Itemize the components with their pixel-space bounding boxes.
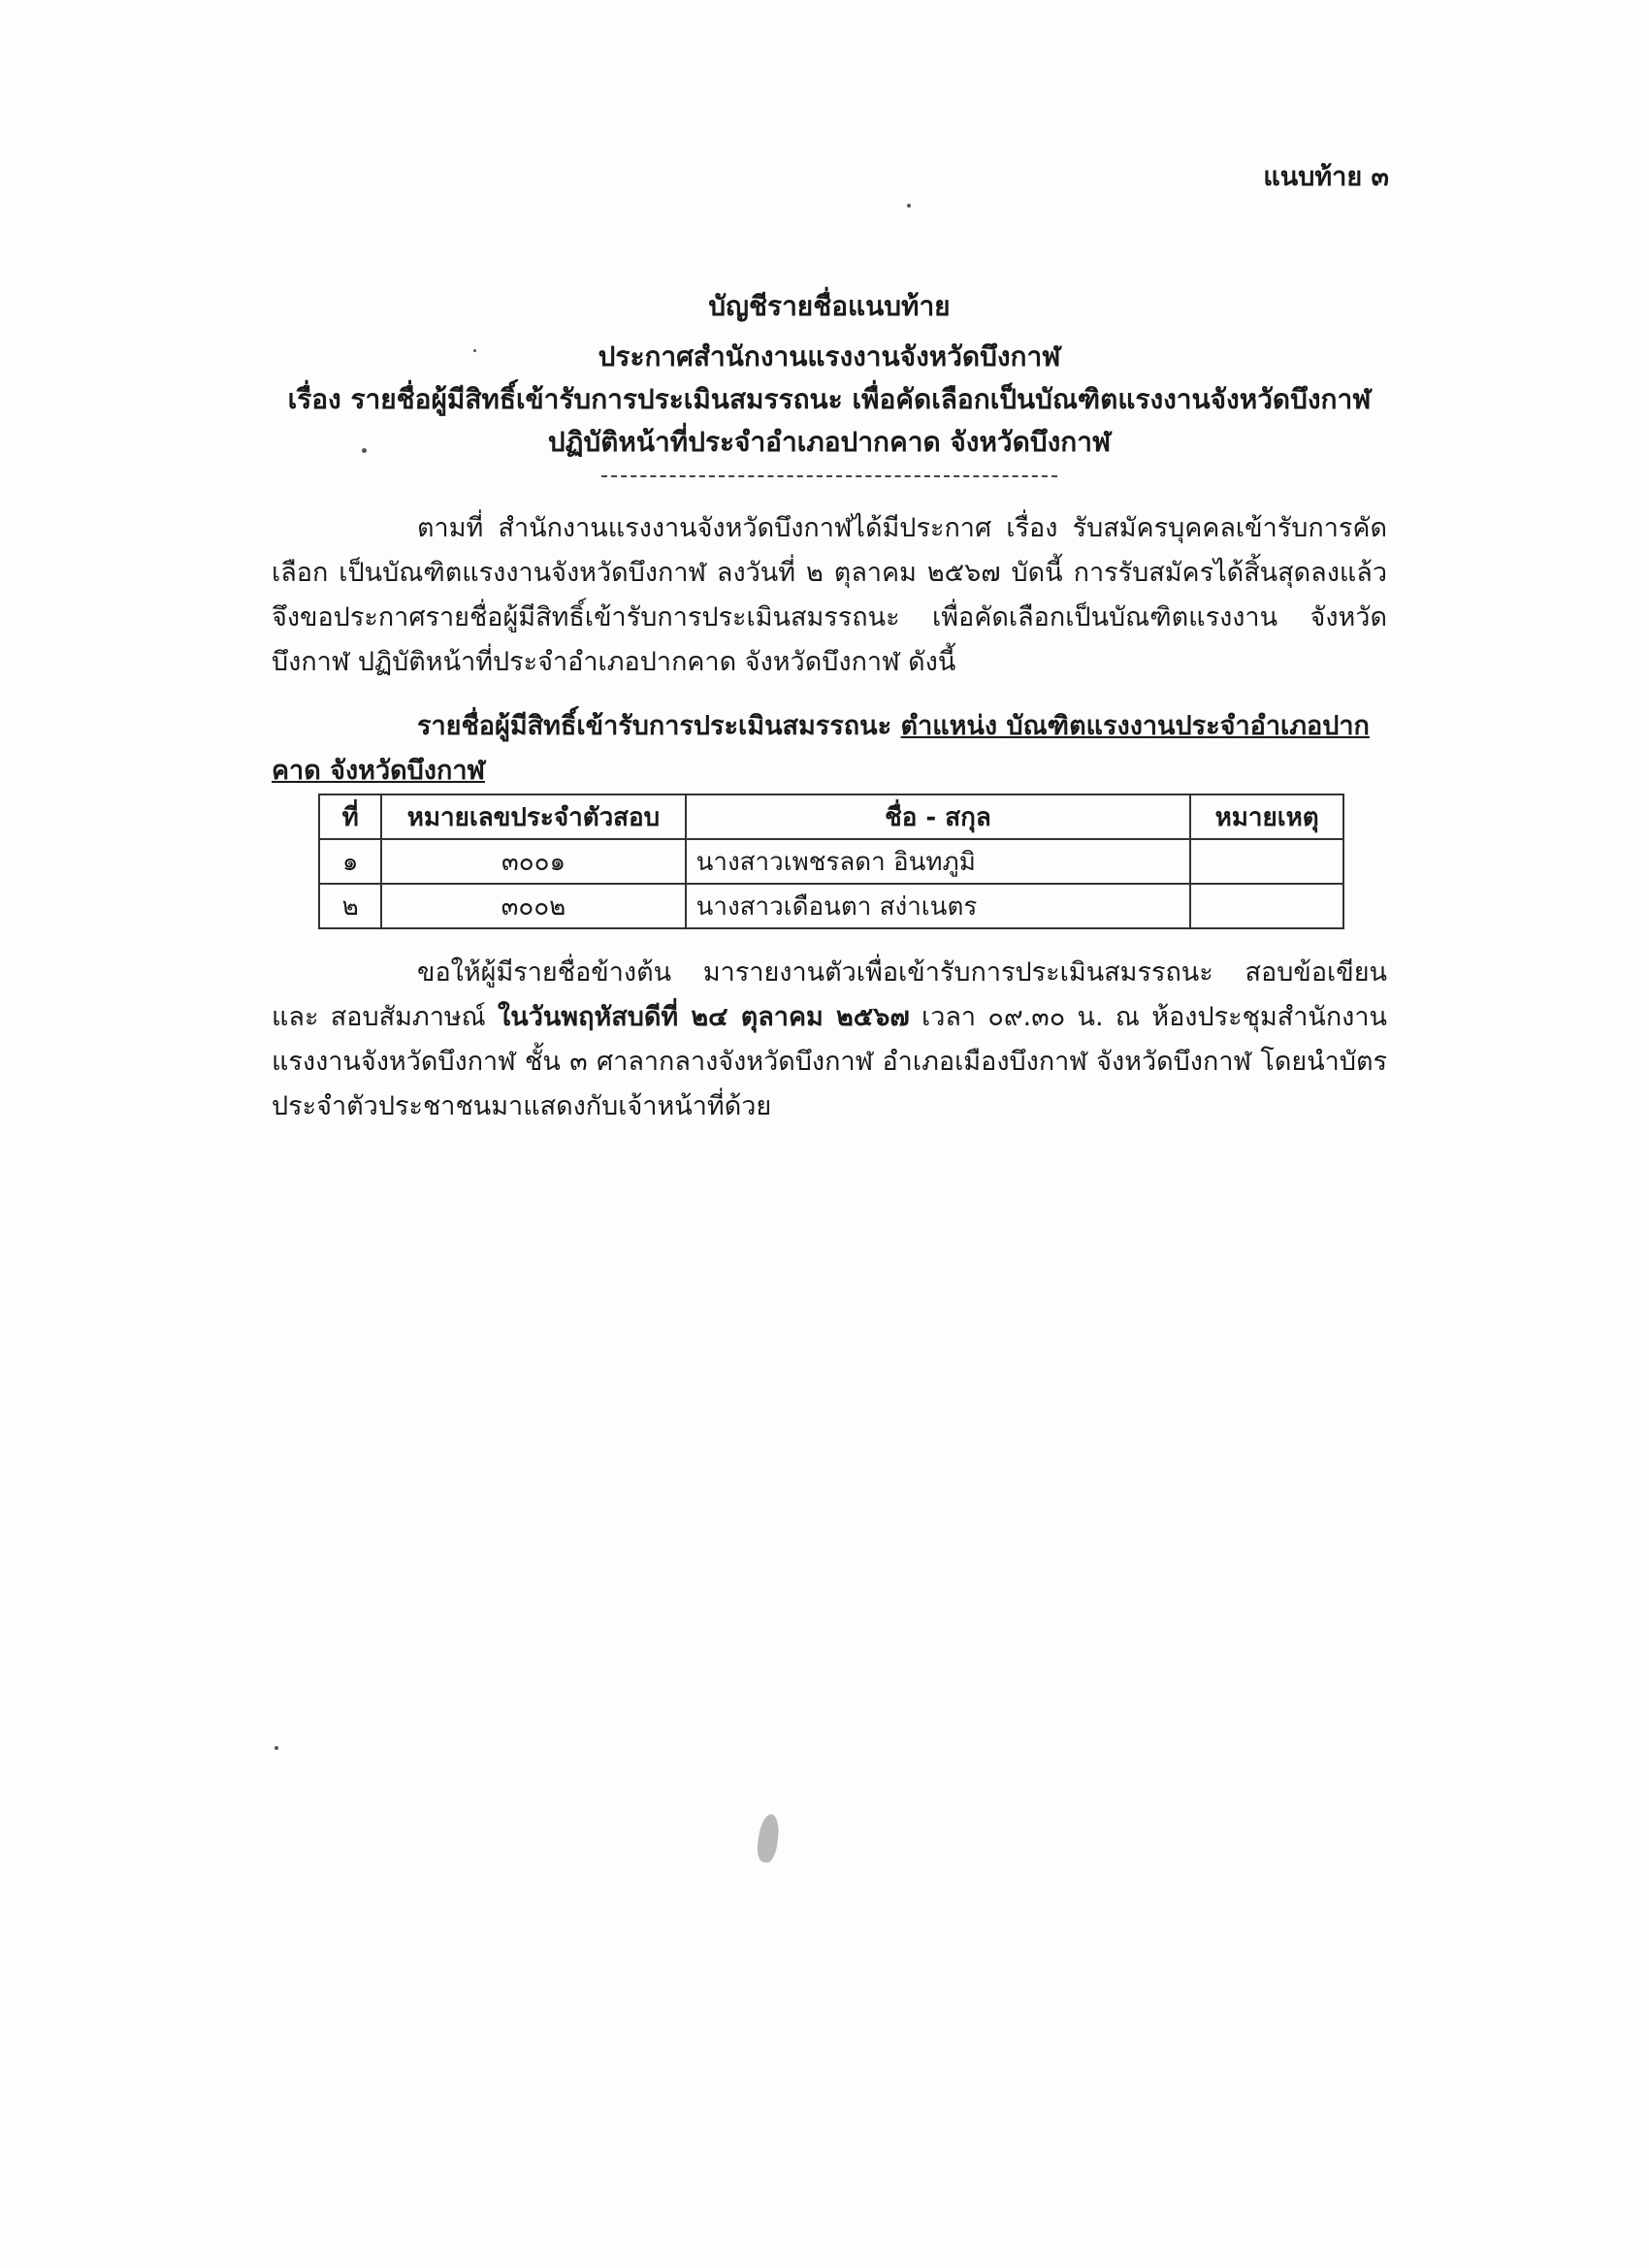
candidate-table — [318, 794, 1344, 929]
closing-paragraph — [272, 951, 1387, 1129]
intro-paragraph — [272, 506, 1387, 685]
closing-date: ในวันพฤหัสบดีที่ ๒๔ ตุลาคม ๒๕๖๗ — [498, 1002, 910, 1032]
cell-exam-id: ๓๐๐๑ — [381, 839, 685, 884]
scan-smudge — [756, 1813, 782, 1863]
heading-duty: ปฏิบัติหน้าที่ประจำอำเภอปากคาด จังหวัดบึงกาฬ — [547, 426, 1112, 458]
table-header-row — [319, 794, 1343, 839]
cell-note — [1190, 884, 1343, 928]
cell-no: ๒ — [319, 884, 381, 928]
closing-text-1: ขอให้ผู้มีรายชื่อข้างต้น มารายงานตัวเพื่อเข้ารับการประเมินสมรรถนะ สอบข้อเขียน และ สอบสัมภาษณ์ — [272, 957, 1387, 1032]
cell-note — [1190, 839, 1343, 884]
table-row — [319, 839, 1343, 884]
heading-subject: เรื่อง รายชื่อผู้มีสิทธิ์เข้ารับการประเมินสมรรถนะ เพื่อคัดเลือกเป็นบัณฑิตแรงงานจังหวัดบึงกาฬ — [287, 383, 1372, 415]
cell-name: นางสาวเดือนตา สง่าเนตร — [686, 884, 1191, 928]
intro-text: ตามที่ สำนักงานแรงงานจังหวัดบึงกาฬได้มีประกาศ เรื่อง รับสมัครบุคคลเข้ารับการคัดเลือก เป็นบัณฑิตแรงงานจังหวัดบึงกาฬ ลงวันที่ ๒ ตุลาคม ๒๕๖๗ บัดนี้ การรับสมัครได้สิ้นสุดลงแล้ว จึงขอประกาศรายชื่อผู้มีสิทธิ์เข้ารับการประเมินสมรรถนะ เพื่อคัดเลือกเป็นบัณฑิตแรงงาน จังหวัดบึงกาฬ ปฏิบัติหน้าที่ประจำอำเภอปากคาด จังหวัดบึงกาฬ ดังนี้ — [272, 513, 1387, 677]
scan-speck — [473, 349, 476, 352]
divider — [601, 475, 1057, 477]
header-note: หมายเหตุ — [1190, 794, 1343, 839]
scan-speck — [362, 448, 367, 453]
scan-speck — [275, 1746, 278, 1750]
cell-no: ๑ — [319, 839, 381, 884]
list-title-position: ตำแหน่ง บัณฑิตแรงงานประจำอำเภอปากคาด จังหวัดบึงกาฬ — [272, 711, 1370, 786]
header-name: ชื่อ - สกุล — [686, 794, 1191, 839]
cell-exam-id: ๓๐๐๒ — [381, 884, 685, 928]
heading-title: บัญชีรายชื่อแนบท้าย — [708, 290, 951, 322]
heading-announcement: ประกาศสำนักงานแรงงานจังหวัดบึงกาฬ — [598, 340, 1061, 373]
scan-speck — [907, 204, 911, 208]
header-exam-id: หมายเลขประจำตัวสอบ — [381, 794, 685, 839]
closing-text-3: เวลา ๐๙.๓๐ น. ณ ห้องประชุมสำนักงานแรงงานจังหวัดบึงกาฬ ชั้น ๓ ศาลากลางจังหวัดบึงกาฬ อำเภอเมืองบึงกาฬ จังหวัดบึงกาฬ โดยนำบัตรประจำตัวประชาชนมาแสดงกับเจ้าหน้าที่ด้วย — [272, 1002, 1387, 1121]
header-no: ที่ — [319, 794, 381, 839]
list-title-prefix: รายชื่อผู้มีสิทธิ์เข้ารับการประเมินสมรรถนะ — [417, 711, 892, 741]
list-title — [272, 704, 1387, 794]
cell-name: นางสาวเพชรลดา อินทภูมิ — [686, 839, 1191, 884]
attachment-label: แนบท้าย ๓ — [1263, 162, 1389, 192]
table-row — [319, 884, 1343, 928]
